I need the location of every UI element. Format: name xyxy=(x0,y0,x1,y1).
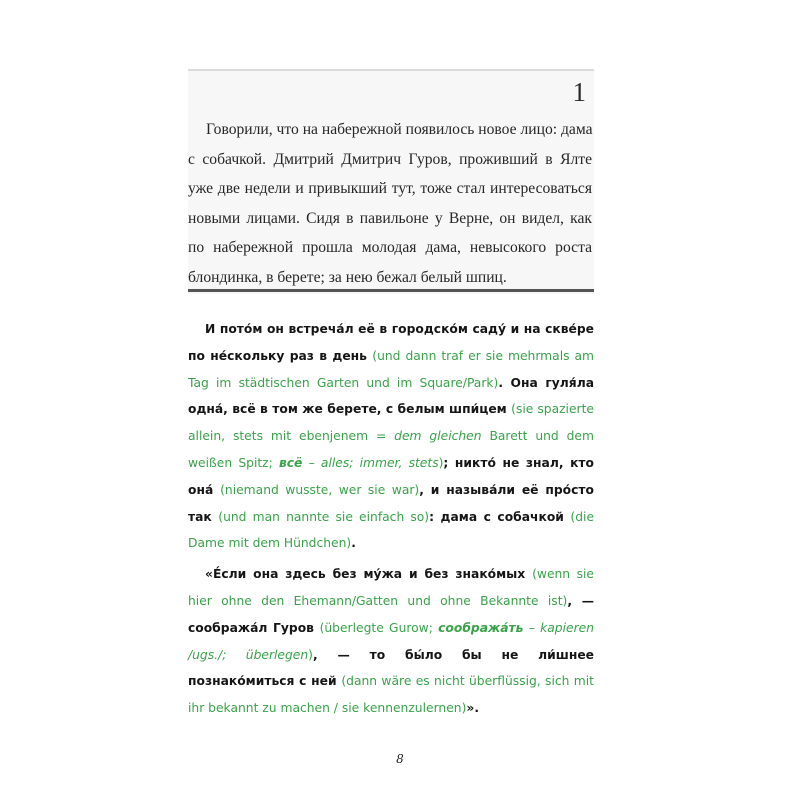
translation-segment: ) xyxy=(438,455,444,470)
original-line: блондинка, в берете; за нею бежал белый шпиц. xyxy=(188,268,507,286)
russian-segment: , — сообража́л Гуров xyxy=(188,593,594,635)
russian-segment: , — то бы́ло бы не ли́шнее познако́миться с ней xyxy=(188,647,595,689)
translation-segment: (niemand wusste, wer sie war) xyxy=(220,482,420,497)
translation-segment: ) xyxy=(308,647,313,662)
original-line: уже две недели и привыкший тут, тоже стал интересоваться xyxy=(188,180,592,197)
translation-segment: (und dann traf er sie mehrmals am Tag im städtischen Garten und im Square/Park) xyxy=(188,348,595,390)
original-line: новыми лицами. Сидя в павильоне у Верне, он видел, как xyxy=(188,209,592,227)
translation-segment: (die Dame mit dem Hündchen) xyxy=(188,509,595,551)
translation-segment: сообража́ть xyxy=(438,620,524,635)
russian-segment: . xyxy=(351,536,356,551)
translation-segment: (überlegte Gurow; xyxy=(319,620,439,635)
paragraph xyxy=(188,561,594,722)
original-line: по набережной прошла молодая дама, невысокого роста xyxy=(188,239,592,256)
russian-segment: И пото́м он встреча́л её в городско́м саду́ и на скве́ре по не́скольку раз в день xyxy=(188,322,594,363)
translation-segment: (sie spazierte allein, stets mit ebenjenem = xyxy=(188,402,594,444)
original-text xyxy=(188,115,592,292)
translation-segment: всё xyxy=(278,455,303,470)
translation-segment: dem gleichen xyxy=(394,429,482,444)
translation-segment: (wenn sie hier ohne den Ehemann/Gatten und ohne Bekannte ist) xyxy=(188,567,594,608)
russian-segment: , и называ́ли её про́сто так xyxy=(188,482,594,524)
russian-segment: . Она гуля́ла одна́, всё в том же берете, с белым шпи́цем xyxy=(188,375,594,417)
translation-segment: (dann wäre es nicht überflüssig, sich mit ihr bekannt zu machen / sie kennenzulernen) xyxy=(188,674,594,716)
original-line: Говорили, что на набережной появилось новое лицо: дама xyxy=(206,121,593,138)
translation-segment: – kapieren /ugs./; überlegen xyxy=(188,620,594,662)
russian-segment: ». xyxy=(466,701,479,716)
paragraph xyxy=(188,316,594,557)
page-number: 8 xyxy=(396,752,404,766)
annotated-text xyxy=(188,316,594,726)
divider-rule xyxy=(188,289,594,292)
russian-segment: «Е́сли она здесь без му́жа и без знако́мых xyxy=(205,567,533,582)
chapter-box xyxy=(188,69,594,294)
translation-segment: Barett und dem weißen Spitz; xyxy=(188,429,594,470)
chapter-number: 1 xyxy=(572,77,586,107)
translation-segment: (und man nannte sie einfach so) xyxy=(218,509,430,524)
original-line: с собачкой. Дмитрий Дмитрич Гуров, проживший в Ялте xyxy=(188,150,592,168)
russian-segment: : дама с собачкой xyxy=(429,509,571,524)
russian-segment: ; никто́ не знал, кто она́ xyxy=(188,455,594,497)
translation-segment: – alles; immer, stets xyxy=(302,455,439,470)
